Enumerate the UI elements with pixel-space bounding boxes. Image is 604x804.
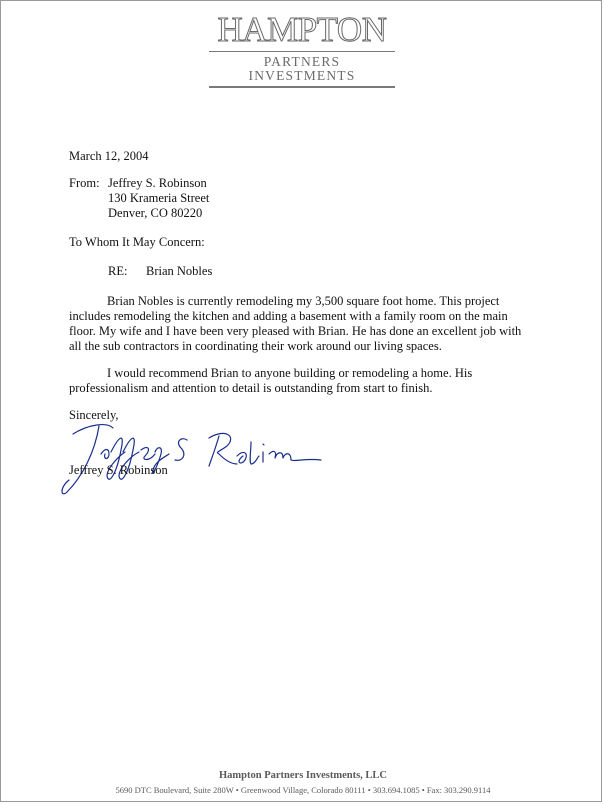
- body-paragraph-1: [69, 294, 533, 354]
- paragraph-line: professionalism and attention to detail is outstanding from start to finish.: [69, 381, 433, 395]
- logo-wordmark: HAMPTON: [217, 10, 387, 49]
- re-subject: Brian Nobles: [146, 264, 213, 278]
- letter-date: March 12, 2004: [69, 149, 149, 163]
- logo-subtitle: PARTNERS INVESTMENTS: [248, 54, 356, 83]
- paragraph-line: all the sub contractors in coordinating their work around our living spaces.: [69, 339, 442, 353]
- logo-divider: [209, 51, 395, 52]
- paragraph-line: Brian Nobles is currently remodeling my 3,500 square foot home. This project: [107, 294, 500, 308]
- closing: Sincerely,: [69, 408, 119, 422]
- from-street: 130 Krameria Street: [108, 191, 210, 205]
- logo-underline: [209, 86, 395, 88]
- handwritten-signature: [59, 406, 329, 504]
- paragraph-line: includes remodeling the kitchen and adding a basement with a family room on the main: [69, 309, 508, 323]
- signature-name: Jeffrey S. Robinson: [69, 463, 168, 477]
- re-label: RE:: [108, 264, 128, 278]
- body-paragraph-2: [69, 366, 533, 396]
- from-name: Jeffrey S. Robinson: [108, 176, 207, 190]
- from-city: Denver, CO 80220: [108, 206, 203, 220]
- footer-company: Hampton Partners Investments, LLC: [219, 770, 387, 781]
- from-label: From:: [69, 176, 100, 190]
- salutation: To Whom It May Concern:: [69, 235, 205, 249]
- footer-address: 5690 DTC Boulevard, Suite 280W • Greenwood Village, Colorado 80111 • 303.694.1085 • Fax: 303.290.9114: [115, 785, 491, 795]
- paragraph-line: floor. My wife and I have been very pleased with Brian. He has done an excellent job with: [69, 324, 522, 338]
- paragraph-line: I would recommend Brian to anyone building or remodeling a home. His: [107, 366, 473, 380]
- company-logo: [209, 10, 395, 83]
